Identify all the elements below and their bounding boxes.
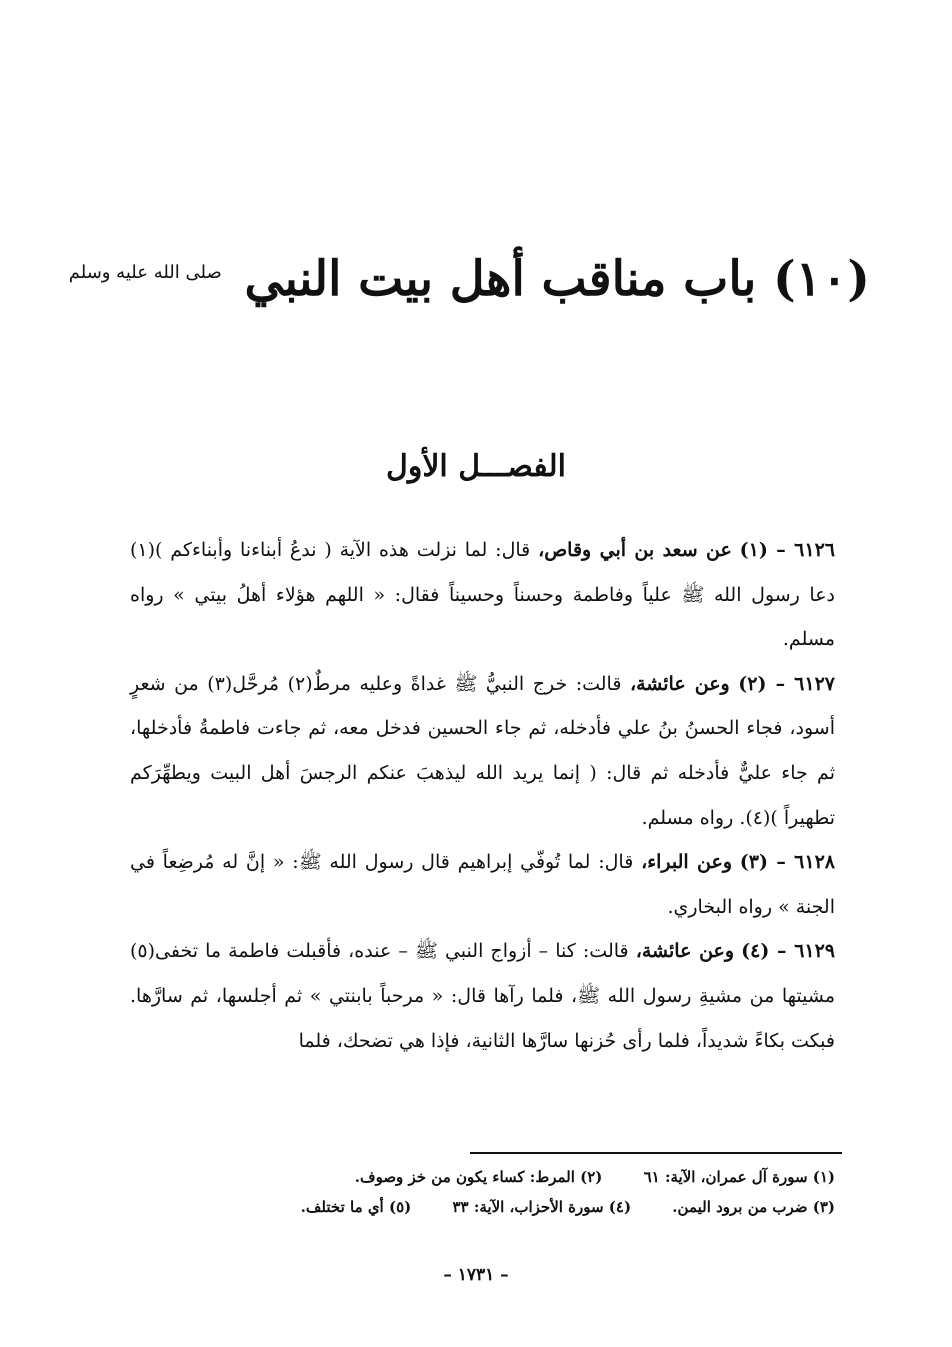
footnote-row (130, 1162, 835, 1192)
hadith-list (130, 528, 835, 1063)
hadith-text: قالت: خرج النبيُّ ﷺ غداةً وعليه مرطٌ(٢) مُرحَّل(٣) من شعرٍ أسود، فجاء الحسنُ بنُ علي فأدخله، ثم جاء الحسين فدخل معه، ثم جاءت فاطمةُ فأدخلها، ثم جاء عليٌّ فأدخله ثم قال: ( إنما يريد الله ليذهبَ عنكم الرجسَ أهل البيت ويطهِّرَكم تطهيراً )(٤). رواه مسلم. (130, 672, 835, 829)
hadith-6129 (130, 929, 835, 1063)
hadith-text: قال: لما تُوفّي إبراهيم قال رسول الله ﷺ: « إنَّ له مُرضِعاً في الجنة » رواه البخاري. (130, 851, 835, 918)
hadith-text: قال: لما نزلت هذه الآية ( ندعُ أبناءنا وأبناءكم )(١) دعا رسول الله ﷺ علياً وفاطمة وحسناً وحسيناً فقال: « اللهم هؤلاء أهلُ بيتي » رواه مسلم. (130, 539, 835, 651)
hadith-narrator: وعن عائشة، (629, 672, 730, 695)
hadith-narrator: وعن عائشة، (635, 940, 735, 963)
footnote-5: (٥) أي ما تختلف. (300, 1198, 412, 1216)
hadith-number: ٦١٢٨ – (٣) (739, 851, 835, 874)
footnote-divider (470, 1152, 842, 1154)
hadith-number: ٦١٢٦ – (١) (739, 539, 835, 561)
hadith-6128 (130, 840, 835, 929)
footnote-row (130, 1192, 835, 1222)
footnote-1: (١) سورة آل عمران، الآية: ٦١ (643, 1168, 835, 1186)
hadith-narrator: وعن البراء، (641, 851, 733, 874)
salutation-ligature: صلى الله عليه وسلم (68, 262, 222, 284)
hadith-number: ٦١٢٧ – (٢) (738, 672, 835, 695)
hadith-narrator: عن سعد بن أبي وقاص، (538, 539, 732, 561)
footnote-3: (٣) ضرب من برود اليمن. (672, 1198, 835, 1216)
footnote-4: (٤) سورة الأحزاب، الآية: ٣٣ (452, 1198, 632, 1216)
hadith-6127 (130, 662, 835, 840)
page-number: – ١٧٣١ – (443, 1265, 509, 1285)
chapter-title-text: (١٠) باب مناقب أهل بيت النبي (244, 251, 870, 308)
hadith-6126 (130, 528, 835, 662)
section-title: الفصـــل الأول (386, 448, 566, 484)
footnotes (130, 1162, 835, 1222)
hadith-text: قالت: كنا – أزواج النبي ﷺ – عنده، فأقبلت فاطمة ما تخفى(٥) مشيتها من مشيةِ رسول الله ﷺ، فلما رآها قال: « مرحباً بابنتي » ثم أجلسها، ثم سارَّها. فبكت بكاءً شديداً، فلما رأى حُزنها سارَّها الثانية، فإذا هي تضحك، فلما (130, 940, 835, 1052)
footnote-2: (٢) المرط: كساء يكون من خز وصوف. (354, 1168, 603, 1186)
chapter-title (68, 244, 870, 314)
hadith-number: ٦١٢٩ – (٤) (741, 940, 836, 963)
